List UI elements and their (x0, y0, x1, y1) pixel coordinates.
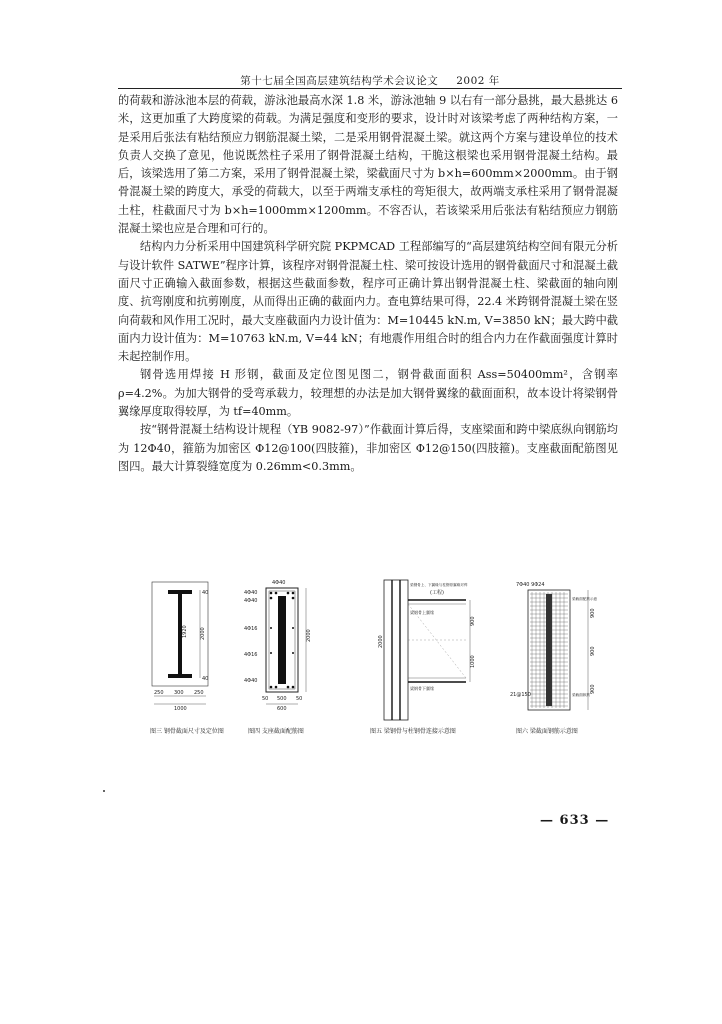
dim-label: 2000 (306, 629, 312, 642)
connection-drawing (370, 578, 480, 726)
rebar-label: 4Φ40 (244, 598, 258, 604)
dim-label: 1920 (182, 625, 188, 638)
dim-label: 500 (277, 696, 287, 702)
rebar-label: 4Φ40 (272, 580, 286, 586)
note-label: 梁钢骨上翼缘 (410, 610, 434, 615)
figure-beam-reinforcement (508, 578, 618, 735)
dim-label: 50 (262, 696, 269, 702)
figure-caption: 图五 梁钢骨与柱钢骨连接示意图 (370, 728, 456, 735)
dim-label: 900 (590, 608, 596, 618)
steel-section-drawing (150, 578, 220, 726)
figure-caption: 图三 钢骨截面尺寸及定位图 (150, 728, 224, 735)
paragraph: 按“钢骨混凝土结构设计规程（YB 9082-97）”作截面计算后得，支座梁面和跨中梁底纵向钢筋均为 12Φ40，箍筋为加密区 Φ12@100(四肢箍)，非加密区 Φ12@150(四肢箍)。支座截面配筋图见图四。最大计算裂缝宽度为 0.26mm<0.3mm。 (118, 423, 618, 473)
note-label: 梁截面纵筋 (572, 693, 590, 697)
figure-connection (370, 578, 480, 735)
beam-reinforcement-drawing (508, 578, 618, 726)
figure-steel-section (150, 578, 224, 735)
dim-label: 40 (202, 590, 209, 596)
page-number: — 633 — (540, 813, 610, 828)
rebar-label: 4Φ40 (244, 678, 258, 684)
conference-title: 第十七届全国高层建筑结构学术会议论文 (240, 75, 439, 87)
note-label: 21@150 (510, 692, 531, 698)
paragraph: 的荷载和游泳池本层的荷载，游泳池最高水深 1.8 米，游泳池轴 9 以右有一部分悬挑，最大悬挑达 6 米，这更加重了大跨度梁的荷载。为满足强度和变形的要求，设计时对该梁考虑了两种结构方案，一是采用后张法有粘结预应力钢筋混凝土梁，二是采用钢骨混凝土梁。就这两个方案与建设单位的技术负责人交换了意见，他说既然柱子采用了钢骨混凝土结构，干脆这根梁也采用钢骨混凝土结构。最后，该梁选用了第二方案，采用了钢骨混凝土梁，梁截面尺寸为 b×h=600mm×2000mm。由于钢骨混凝土梁的跨度大，承受的荷载大，以至于两端支承柱的弯矩很大，故两端支承柱采用了钢骨混凝土柱，柱截面尺寸为 b×h=1000mm×1200mm。不容否认，若该梁采用后张法有粘结预应力钢筋混凝土梁也应是合理和可行的。 (118, 94, 618, 236)
dim-label: 300 (174, 690, 184, 696)
dim-label: 250 (154, 690, 164, 696)
dim-label: 50 (296, 696, 303, 702)
dim-label: 2000 (378, 635, 384, 648)
figure-row (150, 578, 620, 738)
support-reinforcement-drawing (242, 578, 322, 726)
dim-label: 900 (470, 616, 476, 626)
rebar-label: 4Φ16 (244, 652, 258, 658)
dim-label: 250 (194, 690, 204, 696)
dim-label: 1000 (470, 655, 476, 668)
dim-label: 1000 (174, 706, 187, 712)
running-header (118, 74, 622, 89)
rebar-label: 4Φ40 (244, 590, 258, 596)
note-label: (工程) (430, 590, 444, 596)
paragraph: 钢骨选用焊接 H 形钢，截面及定位图见图二，钢骨截面面积 Ass=50400mm²，含钢率 ρ=4.2%。为加大钢骨的受弯承载力，较理想的办法是加大钢骨翼缘的截面面积，故本设计将梁钢骨翼缘厚度取得较厚，为 tf=40mm。 (118, 368, 618, 419)
scan-speck (103, 790, 105, 792)
note-label: 7Φ40 9Φ24 (516, 582, 545, 588)
note-label: 梁钢骨下翼缘 (410, 686, 434, 691)
figure-caption: 图四 支座截面配筋图 (248, 728, 304, 735)
rebar-label: 4Φ16 (244, 626, 258, 632)
dim-label: 900 (590, 684, 596, 694)
dim-label: 600 (277, 706, 287, 712)
paragraph: 结构内力分析采用中国建筑科学研究院 PKPMCAD 工程部编写的“高层建筑结构空间有限元分析与设计软件 SATWE”程序计算，该程序对钢骨混凝土柱、梁可按设计选用的钢骨截面尺寸和混凝土截面尺寸正确输入截面参数，根据这些截面参数，程序可正确计算出钢骨混凝土柱、梁截面的轴向刚度、抗弯刚度和抗剪刚度，从而得出正确的截面内力。查电算结果可得，22.4 米跨钢骨混凝土梁在竖向荷载和风作用工况时，最大支座截面内力设计值为：M=10445 kN.m, V=3850 kN；最大跨中截面内力设计值为：M=10763 kN.m, V=44 kN；有地震作用组合时的组合内力在作截面强度计算时未起控制作用。 (118, 240, 618, 364)
note-label: 梁钢骨上、下翼缘与柱钢骨翼缘对焊 (410, 583, 468, 587)
dim-label: 900 (590, 646, 596, 656)
dim-label: 2000 (200, 627, 206, 640)
dim-label: 40 (202, 676, 209, 682)
header-year: 2002 年 (456, 75, 500, 87)
body-text (118, 92, 618, 476)
figure-caption: 图六 梁截面钢筋示意图 (516, 728, 578, 735)
figure-support-reinforcement (242, 578, 322, 735)
note-label: 梁截面配筋示意 (572, 597, 598, 601)
